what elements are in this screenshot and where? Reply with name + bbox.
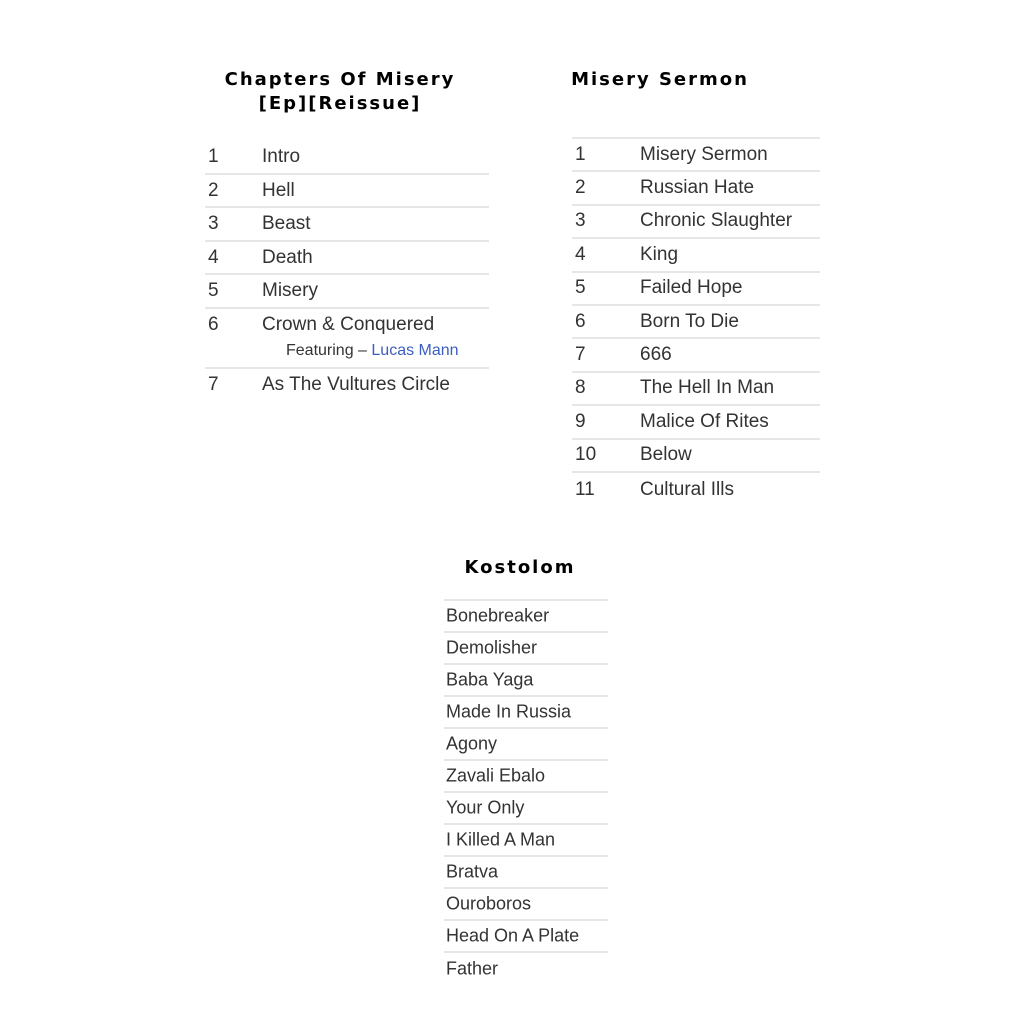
track-title: Intro: [262, 146, 301, 167]
track-title: Misery: [262, 280, 318, 301]
track-title: Chronic Slaughter: [640, 210, 793, 232]
track-title: Below: [640, 444, 692, 466]
track-row: [572, 473, 820, 506]
track-row: [444, 825, 608, 857]
track-title: The Hell In Man: [640, 377, 775, 399]
track-row: [572, 172, 820, 205]
track-title: Beast: [262, 213, 311, 234]
track-row: [572, 239, 820, 272]
track-title: Crown & Conquered: [262, 313, 435, 335]
track-row: [572, 206, 820, 239]
track-row: [444, 953, 608, 985]
track-title: Zavali Ebalo: [446, 765, 546, 786]
track-row: [444, 857, 608, 889]
track-number: 1: [208, 146, 219, 167]
track-title: I Killed A Man: [446, 829, 556, 850]
track-row: [205, 369, 489, 403]
track-row: [444, 921, 608, 953]
track-row: [205, 175, 489, 209]
track-number: 5: [575, 277, 586, 299]
track-row: [205, 242, 489, 276]
track-row: [444, 697, 608, 729]
track-row: [572, 273, 820, 306]
track-number: 1: [575, 143, 586, 165]
track-number: 3: [208, 213, 219, 234]
album-title-kostolom: Kostolom: [464, 557, 576, 578]
tracklist-chapters-of-misery: [205, 141, 489, 402]
track-row: [572, 339, 820, 372]
track-title: King: [640, 243, 679, 265]
track-number: 2: [575, 177, 586, 199]
track-number: 8: [575, 377, 586, 399]
track-title: 666: [640, 344, 672, 366]
track-title: Ouroboros: [446, 893, 532, 914]
track-row: [205, 141, 489, 175]
track-number: 6: [208, 313, 219, 335]
featuring-credit: [286, 342, 459, 360]
track-title: Cultural Ills: [640, 478, 734, 500]
track-number: 4: [575, 243, 586, 265]
album-title-chapters-of-misery: [190, 68, 490, 116]
track-row: [205, 208, 489, 242]
track-row: [572, 306, 820, 339]
tracklist-kostolom: [444, 599, 608, 985]
track-row: [572, 440, 820, 473]
track-number: 4: [208, 246, 219, 268]
track-number: 3: [575, 210, 586, 232]
track-row: [572, 139, 820, 172]
track-title: Hell: [262, 179, 295, 201]
track-number: 7: [208, 373, 219, 395]
featured-artist-link[interactable]: Lucas Mann: [371, 341, 459, 359]
track-row: [444, 793, 608, 825]
track-number: 7: [575, 344, 586, 366]
track-number: 5: [208, 280, 219, 301]
album-title-misery-sermon: Misery Sermon: [571, 69, 749, 90]
title-line2: [Ep][Reissue]: [258, 93, 422, 114]
track-title: As The Vultures Circle: [262, 373, 450, 395]
track-title: Failed Hope: [640, 277, 743, 299]
track-row: [205, 309, 489, 369]
track-row: [572, 406, 820, 439]
track-title: Misery Sermon: [640, 143, 768, 165]
track-title: Russian Hate: [640, 177, 755, 199]
track-number: 6: [575, 310, 586, 332]
track-number: 9: [575, 410, 586, 432]
track-title: Agony: [446, 733, 498, 754]
track-title: Father: [446, 958, 499, 979]
track-title: Born To Die: [640, 310, 739, 332]
tracklist-misery-sermon: [572, 137, 820, 506]
track-title: Made In Russia: [446, 701, 572, 722]
track-row: [444, 729, 608, 761]
track-row: [205, 275, 489, 309]
track-title: Baba Yaga: [446, 669, 534, 690]
track-row: [444, 633, 608, 665]
track-title: Demolisher: [446, 637, 538, 658]
track-title: Head On A Plate: [446, 925, 580, 946]
track-row: [444, 665, 608, 697]
track-number: 2: [208, 179, 219, 201]
track-number: 11: [575, 478, 595, 500]
featuring-label: Featuring –: [286, 341, 367, 359]
track-number: 10: [575, 444, 597, 466]
track-title: Your Only: [446, 797, 525, 818]
track-row: [572, 373, 820, 406]
track-title: Malice Of Rites: [640, 410, 769, 432]
title-line1: Chapters Of Misery: [224, 69, 456, 90]
track-title: Bonebreaker: [446, 605, 550, 626]
track-row: [444, 889, 608, 921]
track-title: Death: [262, 246, 313, 268]
track-row: [444, 761, 608, 793]
track-row: [444, 601, 608, 633]
track-title: Bratva: [446, 861, 499, 882]
